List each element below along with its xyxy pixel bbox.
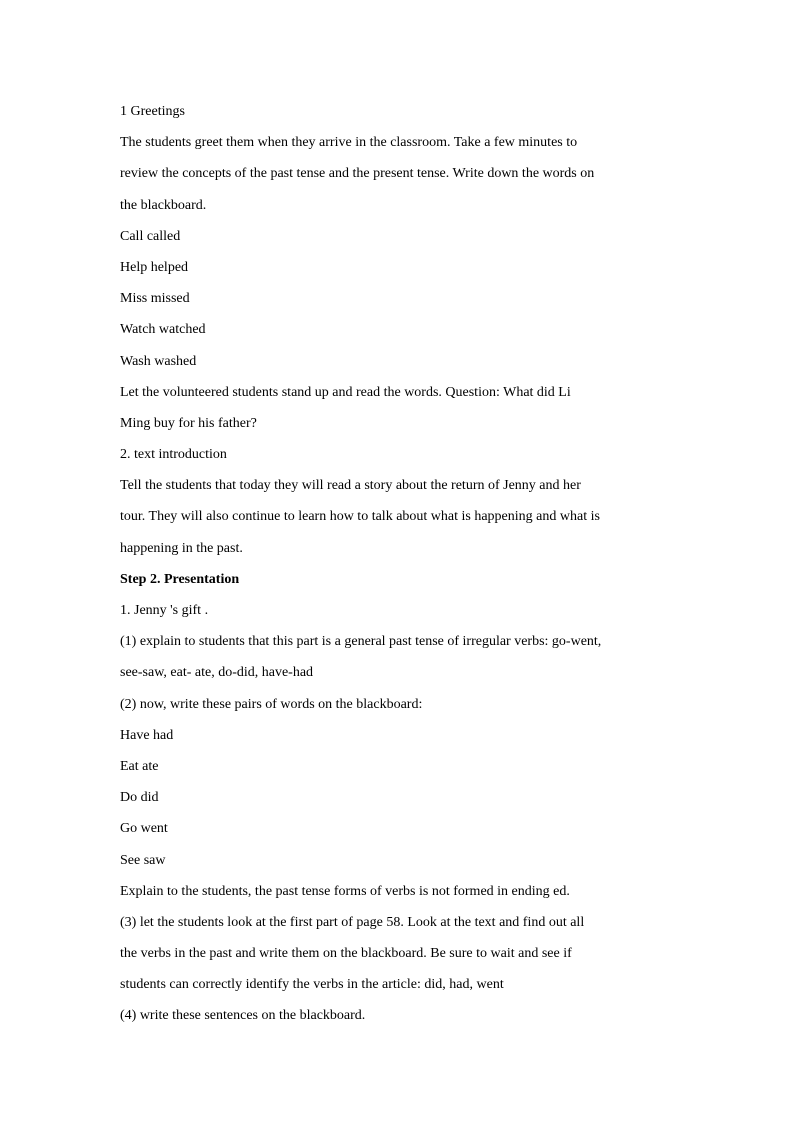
text-line: Let the volunteered students stand up and read the words. Question: What did Li xyxy=(120,384,571,400)
text-line: see-saw, eat- ate, do-did, have-had xyxy=(120,665,314,681)
text-line: 1 Greetings xyxy=(120,104,185,119)
text-line: Miss missed xyxy=(120,291,190,307)
text-line: (2) now, write these pairs of words on the blackboard: xyxy=(120,696,423,712)
text-line: See saw xyxy=(120,852,166,868)
text-line: students can correctly identify the verbs in the article: did, had, went xyxy=(120,977,504,993)
text-line: Do did xyxy=(120,790,159,806)
section-heading: Step 2. Presentation xyxy=(120,571,240,587)
text-line: Eat ate xyxy=(120,758,159,774)
text-line: Help helped xyxy=(120,259,189,275)
text-line: (4) write these sentences on the blackboard. xyxy=(120,1008,366,1024)
text-line: happening in the past. xyxy=(120,540,243,556)
text-line: the verbs in the past and write them on the blackboard. Be sure to wait and see if xyxy=(120,946,572,962)
text-line: (1) explain to students that this part is a general past tense of irregular verbs: go-went, xyxy=(120,634,602,650)
text-line: Wash washed xyxy=(120,353,197,369)
text-line: Tell the students that today they will read a story about the return of Jenny and her xyxy=(120,478,581,494)
text-line: 2. text introduction xyxy=(120,447,227,463)
text-line: Call called xyxy=(120,228,181,244)
text-line: review the concepts of the past tense and the present tense. Write down the words on xyxy=(120,166,595,182)
text-line: Explain to the students, the past tense forms of verbs is not formed in ending ed. xyxy=(120,883,570,899)
text-line: Watch watched xyxy=(120,322,206,338)
text-line: Have had xyxy=(120,727,174,743)
document-body xyxy=(120,101,680,1037)
text-line: The students greet them when they arrive in the classroom. Take a few minutes to xyxy=(120,135,578,151)
text-line: the blackboard. xyxy=(120,197,207,213)
text-line: Go went xyxy=(120,821,168,837)
text-line: 1. Jenny 's gift . xyxy=(120,603,209,618)
text-line: Ming buy for his father? xyxy=(120,415,257,431)
text-line: tour. They will also continue to learn how to talk about what is happening and what is xyxy=(120,509,600,525)
text-line: (3) let the students look at the first part of page 58. Look at the text and find out all xyxy=(120,914,585,930)
